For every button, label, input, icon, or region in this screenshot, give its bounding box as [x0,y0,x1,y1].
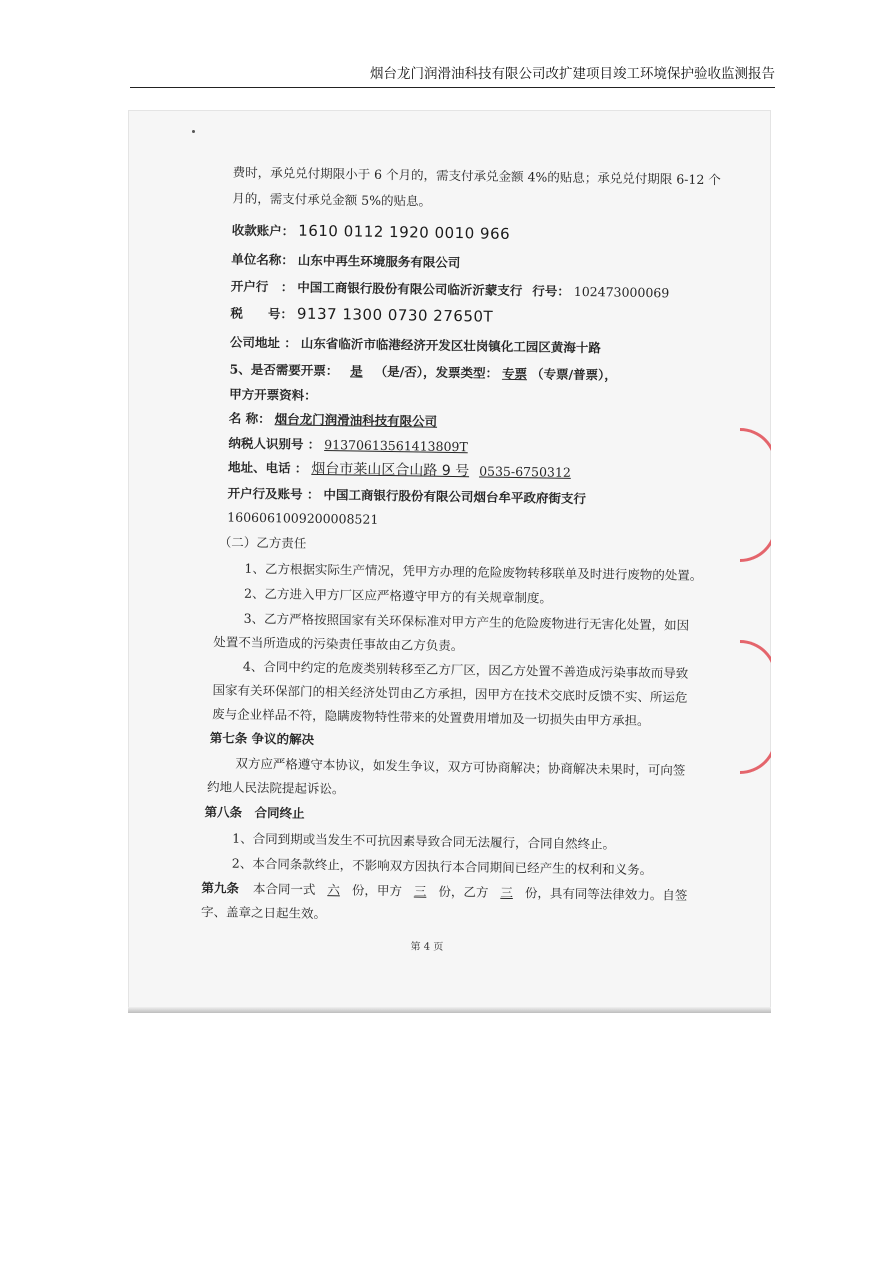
name-value: 烟台龙门润滑油科技有限公司 [274,411,438,429]
bank-number-value: 102473000069 [573,283,670,301]
name-label: 名 称： [228,410,271,427]
phone-value: 0535-6750312 [479,463,571,480]
article-9-mid-2: 份，乙方 [438,883,489,900]
invoice-options: （专票/普票）， [530,366,617,383]
section-party-b: （二）乙方责任 [218,534,307,551]
invoice-middle: （是/否），发票类型： [374,363,499,381]
address-phone-row [228,457,571,482]
address-phone-label: 地址、电话 ： [227,459,308,476]
article-9-row [201,878,687,904]
account-value: 1610 0112 1920 0010 966 [298,221,511,243]
invoice-yes: 是 [350,363,363,379]
bank-account-row [227,484,586,508]
party-b-item-3b: 处置不当所造成的污染责任事故由乙方负责。 [213,634,464,654]
seal-fragment-lower [740,640,771,774]
page-header: 烟台龙门润滑油科技有限公司改扩建项目竣工环境保护验收监测报告 [130,62,775,88]
article-9-copies-a: 三 [413,883,427,899]
article-9-text-2: 字、盖章之日起生效。 [200,904,327,922]
address-row [230,333,601,357]
taxid-label: 纳税人识别号 ： [228,435,321,452]
address-value: 山东省临沂市临港经济开发区壮岗镇化工园区黄海十路 [300,335,601,356]
invoice-type: 专票 [501,365,528,382]
party-b-item-4b: 国家有关环保部门的相关经济处罚由乙方承担，因甲方在技术交底时反馈不实、所运危 [212,682,688,705]
party-b-item-4a: 4、合同中约定的危废类别转移至乙方厂区，因乙方处置不善造成污染事故而导致 [242,658,689,681]
scan-content [128,110,771,1013]
bank-account-number: 1606061009200008521 [227,509,379,527]
intro-line-1: 费时，承兑兑付期限小于 6 个月的，需支付承兑金额 4%的贴息；承兑兑付期限 6-12 个 [232,164,721,188]
bank-account-value: 中国工商银行股份有限公司烟台牟平政府街支行 [323,487,587,507]
account-label: 收款账户： [231,222,295,239]
unit-label: 单位名称： [231,251,294,268]
article-7-title: 第七条 争议的解决 [209,730,315,747]
invoice-question: 5、是否需要开票： [229,361,339,379]
unit-value: 山东中再生环境服务有限公司 [297,252,461,271]
party-a-invoice-info: 甲方开票资料： [229,386,317,403]
tax-row [230,304,493,326]
unit-row [231,250,460,272]
article-8-item-2: 2、本合同条款终止，不影响双方因执行本合同期间已经产生的权利和义务。 [231,855,653,878]
article-9-pre: 本合同一式 [252,880,316,897]
article-8-item-1: 1、合同到期或当发生不可抗因素导致合同无法履行，合同自然终止。 [232,830,616,852]
bank-account-label: 开户行及账号 ： [227,485,320,502]
tax-value: 9137 1300 0730 27650T [296,304,494,326]
bank-label: 开户行 ： [230,278,294,295]
article-7-text-1: 双方应严格遵守本协议，如发生争议，双方可协商解决；协商解决未果时，可向签 [235,755,686,778]
address-phone-value: 烟台市莱山区合山路 9 号 [311,460,470,480]
invoice-row [229,360,617,384]
name-row [229,409,438,430]
article-8-title: 第八条 合同终止 [204,804,305,821]
bank-value: 中国工商银行股份有限公司临沂沂蒙支行 [297,279,523,299]
party-b-item-3a: 3、乙方严格按照国家有关环保标准对甲方产生的危险废物进行无害化处置，如因 [243,610,690,633]
account-row [232,221,511,243]
page-number: 第 4 页 [410,941,444,953]
article-9-copies-total: 六 [327,882,341,898]
address-label: 公司地址 ： [229,334,297,351]
intro-line-2: 月的，需支付承兑金额 5%的贴息。 [232,190,432,209]
party-b-item-2: 2、乙方进入甲方厂区应严格遵守甲方的有关规章制度。 [243,585,553,606]
bank-row [231,277,670,302]
party-b-item-4c: 废与企业样品不符，隐瞒废物特性带来的处置费用增加及一切损失由甲方承担。 [212,706,650,729]
article-7-text-2: 约地人民法院提起诉讼。 [206,779,345,797]
tax-label: 税 号： [230,305,294,322]
party-b-item-1: 1、乙方根据实际生产情况，凭甲方办理的危险废物转移联单及时进行废物的处置。 [244,560,703,583]
taxid-row [228,434,468,456]
seal-fragment-upper [740,428,771,562]
article-9-mid-1: 份，甲方 [351,882,403,899]
scanned-contract-page [128,110,771,1013]
article-9-post: 份，具有同等法律效力。自签 [524,885,688,903]
article-9-title: 第九条 [201,880,240,896]
bank-number-label: 行号： [532,283,570,299]
taxid-value: 91370613561413809T [324,437,468,455]
article-9-copies-b: 三 [500,884,514,901]
